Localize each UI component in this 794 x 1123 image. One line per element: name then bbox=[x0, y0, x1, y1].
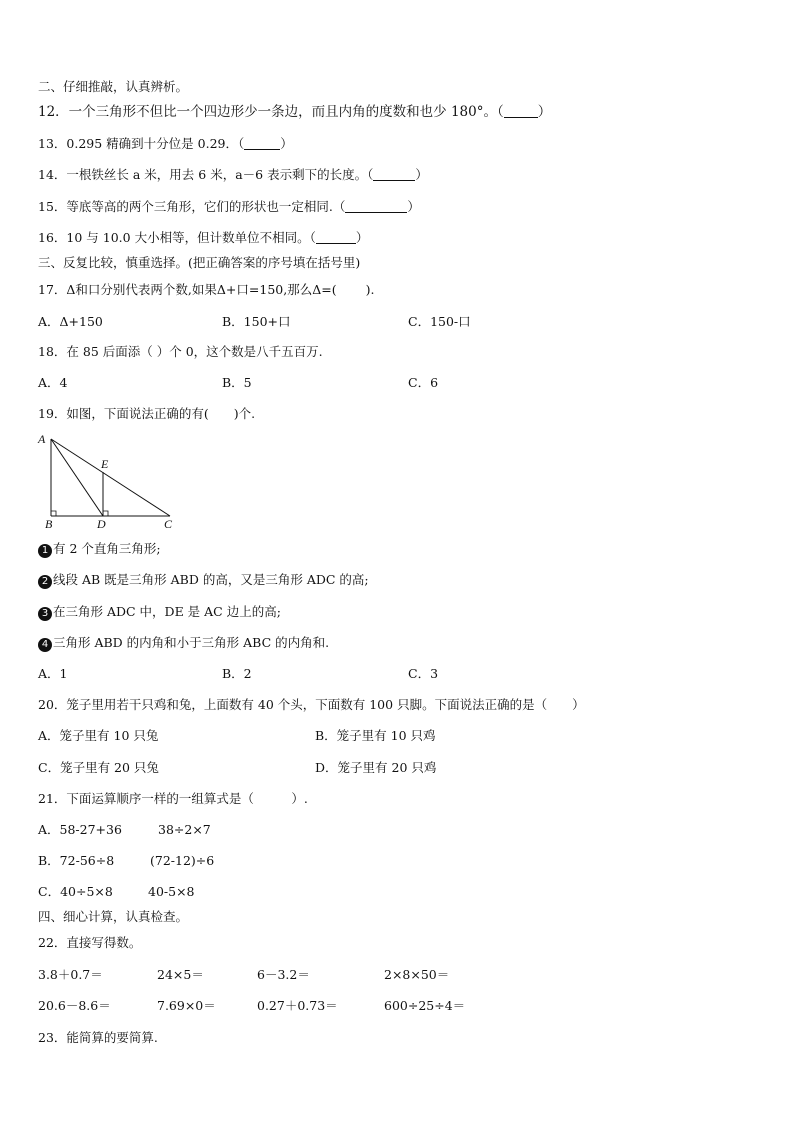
option-19-a[interactable]: A．1 bbox=[38, 666, 68, 681]
option-18-b[interactable]: B．5 bbox=[222, 375, 252, 390]
option-21-b[interactable]: B．72-56÷8 bbox=[38, 853, 115, 868]
label-b: B bbox=[45, 517, 53, 531]
question-14-text: 14．一根铁丝长 a 米，用去 6 米，a－6 表示剩下的长度。（ bbox=[38, 167, 374, 182]
option-18-a[interactable]: A．4 bbox=[38, 375, 68, 390]
question-23-text: 23．能简算的要简算. bbox=[38, 1030, 158, 1045]
option-19-b[interactable]: B．2 bbox=[222, 666, 252, 681]
statement-1: 1 有 2 个直角三角形; bbox=[38, 541, 161, 558]
answer-blank-16[interactable] bbox=[316, 231, 356, 244]
question-13-text: 13．0.295 精确到十分位是 0.29．（ bbox=[38, 136, 245, 151]
calc-item[interactable]: 0.27＋0.73＝ bbox=[257, 998, 338, 1013]
segment-ac bbox=[51, 439, 170, 516]
triangle-figure bbox=[30, 428, 190, 534]
option-17-b[interactable]: B．150+口 bbox=[222, 314, 291, 329]
answer-blank-13[interactable] bbox=[244, 137, 280, 150]
question-22-text: 22．直接写得数。 bbox=[38, 935, 142, 950]
answer-blank-12[interactable] bbox=[504, 105, 538, 118]
question-16: 16．10 与 10.0 大小相等，但计数单位不相同。（ ） bbox=[38, 230, 369, 245]
label-c: C bbox=[164, 517, 173, 531]
option-21-c-expr: 40-5×8 bbox=[148, 884, 195, 899]
option-21-a[interactable]: A．58-27+36 bbox=[38, 822, 122, 837]
question-13: 13．0.295 精确到十分位是 0.29．（ ） bbox=[38, 136, 293, 151]
calc-item[interactable]: 2×8×50＝ bbox=[384, 967, 450, 982]
option-17-c[interactable]: C．150-口 bbox=[408, 314, 471, 329]
circled-number-1: 1 bbox=[38, 544, 52, 558]
statement-3: 3 在三角形 ADC 中，DE 是 AC 边上的高; bbox=[38, 604, 281, 621]
option-19-c[interactable]: C．3 bbox=[408, 666, 439, 681]
calc-item[interactable]: 3.8＋0.7＝ bbox=[38, 967, 103, 982]
answer-blank-15[interactable] bbox=[345, 200, 407, 213]
statement-4: 4 三角形 ABD 的内角和小于三角形 ABC 的内角和. bbox=[38, 635, 329, 652]
option-21-c[interactable]: C．40÷5×8 bbox=[38, 884, 113, 899]
option-21-a-expr: 38÷2×7 bbox=[158, 822, 211, 837]
question-18-text: 18．在 85 后面添（ ）个 0，这个数是八千五百万. bbox=[38, 344, 323, 359]
answer-blank-14[interactable] bbox=[373, 168, 415, 181]
option-17-a[interactable]: A．Δ+150 bbox=[38, 314, 103, 329]
question-16-text: 16．10 与 10.0 大小相等，但计数单位不相同。（ bbox=[38, 230, 316, 245]
circled-number-2: 2 bbox=[38, 575, 52, 589]
right-angle-mark-d bbox=[103, 511, 108, 516]
question-19-text: 19．如图，下面说法正确的有( )个. bbox=[38, 406, 256, 421]
segment-ad bbox=[51, 439, 103, 516]
calc-item[interactable]: 7.69×0＝ bbox=[157, 998, 216, 1013]
calc-item[interactable]: 600÷25÷4＝ bbox=[384, 998, 466, 1013]
label-e: E bbox=[101, 457, 109, 471]
question-12-text: 12．一个三角形不但比一个四边形少一条边，而且内角的度数和也少 180°。（ bbox=[38, 104, 504, 120]
circled-number-3: 3 bbox=[38, 607, 52, 621]
calc-item[interactable]: 6－3.2＝ bbox=[257, 967, 310, 982]
label-a: A bbox=[38, 432, 46, 446]
option-20-c[interactable]: C．笼子里有 20 只兔 bbox=[38, 760, 159, 775]
calc-item[interactable]: 24×5＝ bbox=[157, 967, 204, 982]
question-15: 15．等底等高的两个三角形，它们的形状也一定相同.（ ） bbox=[38, 199, 420, 214]
option-18-c[interactable]: C．6 bbox=[408, 375, 439, 390]
question-17-text: 17．Δ和口分别代表两个数,如果Δ+口=150,那么Δ=( ). bbox=[38, 282, 375, 297]
option-20-b[interactable]: B．笼子里有 10 只鸡 bbox=[315, 728, 436, 743]
section-4-heading: 四、细心计算，认真检查。 bbox=[38, 909, 189, 924]
circled-number-4: 4 bbox=[38, 638, 52, 652]
option-20-d[interactable]: D．笼子里有 20 只鸡 bbox=[315, 760, 437, 775]
right-angle-mark-b bbox=[51, 511, 56, 516]
section-2-heading: 二、仔细推敲，认真辨析。 bbox=[38, 79, 189, 94]
option-21-b-expr: (72-12)÷6 bbox=[150, 853, 215, 868]
statement-2: 2 线段 AB 既是三角形 ABD 的高，又是三角形 ADC 的高; bbox=[38, 572, 369, 589]
question-14: 14．一根铁丝长 a 米，用去 6 米，a－6 表示剩下的长度。（ ） bbox=[38, 167, 428, 182]
label-d: D bbox=[97, 517, 106, 531]
question-15-text: 15．等底等高的两个三角形，它们的形状也一定相同.（ bbox=[38, 199, 346, 214]
question-20-text: 20．笼子里用若干只鸡和兔，上面数有 40 个头，下面数有 100 只脚。下面说法正确的是（ ） bbox=[38, 697, 585, 712]
question-21-text: 21．下面运算顺序一样的一组算式是（ ）. bbox=[38, 791, 308, 806]
question-12: 12．一个三角形不但比一个四边形少一条边，而且内角的度数和也少 180°。（ ） bbox=[38, 104, 552, 120]
calc-item[interactable]: 20.6－8.6＝ bbox=[38, 998, 111, 1013]
option-20-a[interactable]: A．笼子里有 10 只兔 bbox=[38, 728, 159, 743]
section-3-heading: 三、反复比较，慎重选择。(把正确答案的序号填在括号里) bbox=[38, 255, 361, 270]
